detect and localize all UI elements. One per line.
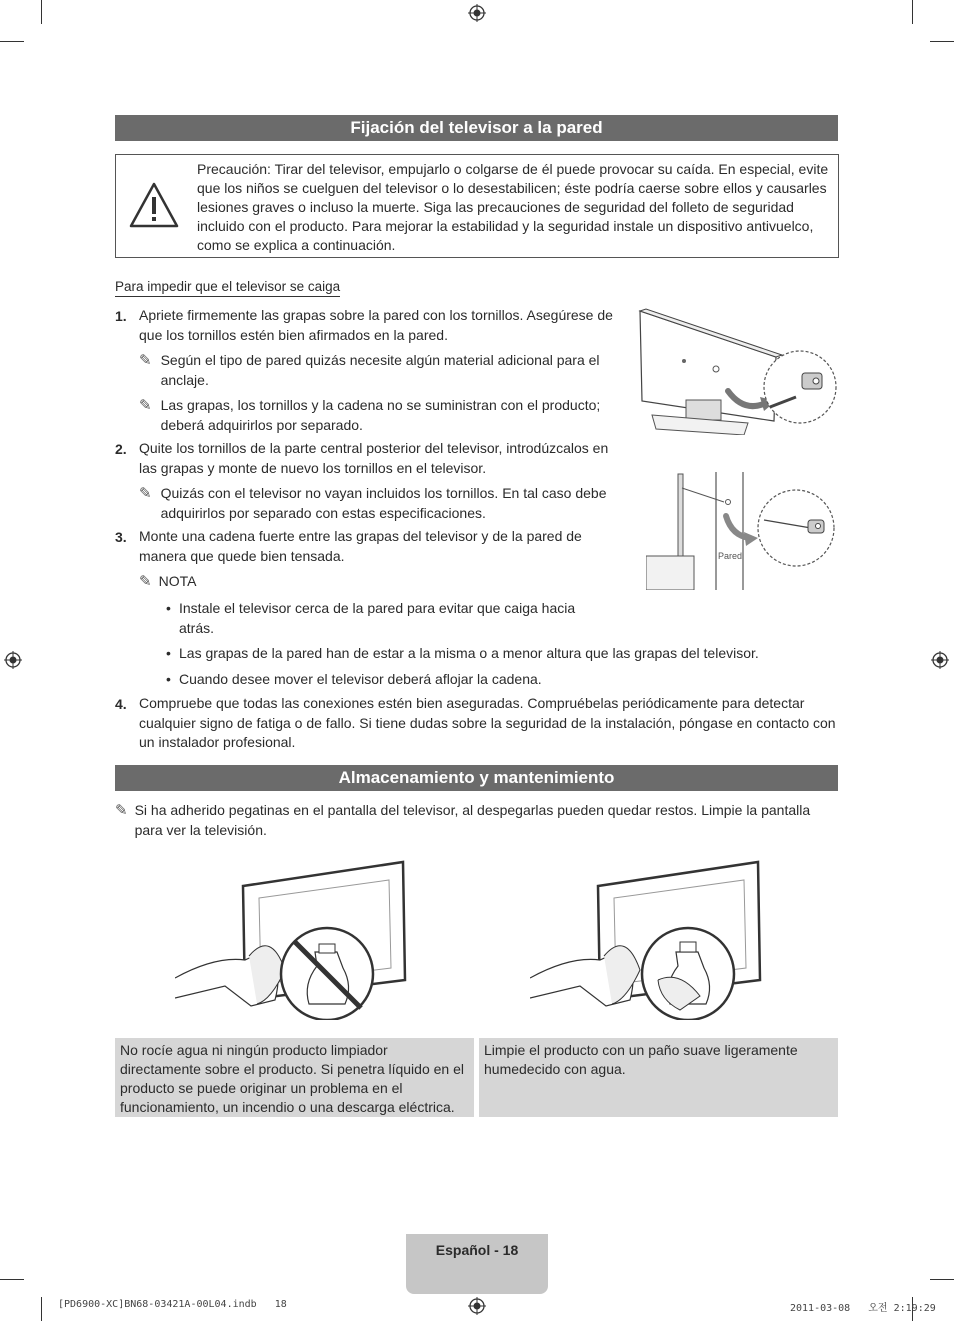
note-text: Si ha adherido pegatinas en el pantalla del televisor, al despegarlas pueden quedar restos. Limpie la pantalla para ver la televisión. xyxy=(134,802,811,838)
step-text: Apriete firmemente las grapas sobre la pared con los tornillos. Asegúrese de que los tornillos estén bien afirmados en la pared. xyxy=(139,307,613,343)
pencil-icon: ✎ xyxy=(139,352,152,369)
registration-mark-icon xyxy=(4,651,22,669)
step-text: Compruebe que todas las conexiones estén bien aseguradas. Compruébelas periódicamente para detectar cualquier signo de fatiga o de fallo. Si tiene dudas sobre la seguridad de la instalación, póngase en contacto con un instalador profesional. xyxy=(139,695,836,750)
bullet-text: Cuando desee mover el televisor deberá aflojar la cadena. xyxy=(179,671,542,687)
print-file-info: [PD6900-XC]BN68-03421A-00L04.indb 18 xyxy=(58,1299,287,1310)
note xyxy=(139,351,629,390)
registration-mark-icon xyxy=(468,4,486,22)
crop-mark xyxy=(930,1279,954,1280)
note-text: Quizás con el televisor no vayan incluidos los tornillos. En tal caso debe adquirirlos por separado con estas especificaciones. xyxy=(160,485,607,521)
side-view-wall-illustration xyxy=(646,472,841,590)
caution-body: : Tirar del televisor, empujarlo o colgarse de él puede provocar su caída. En especial, evite que los niños se cuelguen del televisor o lo desestabilicen; éste podría caerse sobre ellos y causarles lesiones graves o incluso la muerte. Siga las precauciones de seguridad del folleto de seguridad incluido con el producto. Para mejorar la estabilidad y la seguridad instale un dispositivo antivuelco, como se explica a continuación. xyxy=(197,161,829,253)
crop-mark xyxy=(912,0,913,24)
pencil-icon: ✎ xyxy=(139,573,152,590)
no-spray-illustration xyxy=(175,860,410,1020)
note-text: Según el tipo de pared quizás necesite algún material adicional para el anclaje. xyxy=(160,352,600,388)
note xyxy=(139,572,196,592)
crop-mark xyxy=(930,41,954,42)
subsection-title: Para impedir que el televisor se caiga xyxy=(115,279,340,297)
crop-mark xyxy=(0,1279,24,1280)
step-number: 4. xyxy=(115,696,127,712)
note xyxy=(115,801,835,840)
pencil-icon: ✎ xyxy=(139,485,152,502)
note xyxy=(139,396,629,435)
warning-icon xyxy=(128,181,180,229)
bullet-text: Instale el televisor cerca de la pared para evitar que caiga hacia atrás. xyxy=(179,600,576,636)
figure-label-wall: Pared xyxy=(718,551,743,561)
caution-text xyxy=(197,160,833,255)
caution-box xyxy=(115,154,839,258)
step-number: 3. xyxy=(115,529,127,545)
section-title-care: Almacenamiento y mantenimiento xyxy=(115,765,838,791)
print-date-info: 2011-03-08 오전 2:19:29 xyxy=(790,1303,936,1314)
bullet-marker: • xyxy=(166,671,171,687)
step-text: Quite los tornillos de la parte central posterior del televisor, introdúzcalos en las grapas y monte de nuevo los tornillos en el televisor. xyxy=(139,440,609,476)
step-number: 1. xyxy=(115,308,127,324)
crop-mark xyxy=(41,0,42,24)
page-number-tab xyxy=(406,1234,548,1294)
note xyxy=(139,484,631,523)
bullet-text: Las grapas de la pared han de estar a la misma o a menor altura que las grapas del televisor. xyxy=(179,645,759,661)
soft-cloth-illustration xyxy=(530,860,765,1020)
registration-mark-icon xyxy=(468,1297,486,1315)
bullet-marker: • xyxy=(166,600,171,616)
pencil-icon: ✎ xyxy=(139,397,152,414)
pencil-icon: ✎ xyxy=(115,802,128,819)
instruction-cell: Limpie el producto con un paño suave ligeramente humedecido con agua. xyxy=(479,1038,838,1117)
page-number: Español - 18 xyxy=(435,1242,519,1258)
note-heading: NOTA xyxy=(158,573,197,589)
note-text: Las grapas, los tornillos y la cadena no se suministran con el producto; deberá adquirirlos por separado. xyxy=(160,397,601,433)
caution-label: Precaución xyxy=(197,161,268,177)
step-text: Monte una cadena fuerte entre las grapas del televisor y de la pared de manera que quede bien tensada. xyxy=(139,528,582,564)
crop-mark xyxy=(0,41,24,42)
section-title-wall-mount: Fijación del televisor a la pared xyxy=(115,115,838,141)
step-number: 2. xyxy=(115,441,127,457)
tv-back-bracket-illustration xyxy=(636,305,841,435)
warning-cell: No rocíe agua ni ningún producto limpiador directamente sobre el producto. Si penetra líquido en el producto se puede originar un problema en el funcionamiento, un incendio o una descarga eléctrica. xyxy=(115,1038,474,1117)
crop-mark xyxy=(41,1297,42,1321)
bullet-marker: • xyxy=(166,645,171,661)
registration-mark-icon xyxy=(931,651,949,669)
